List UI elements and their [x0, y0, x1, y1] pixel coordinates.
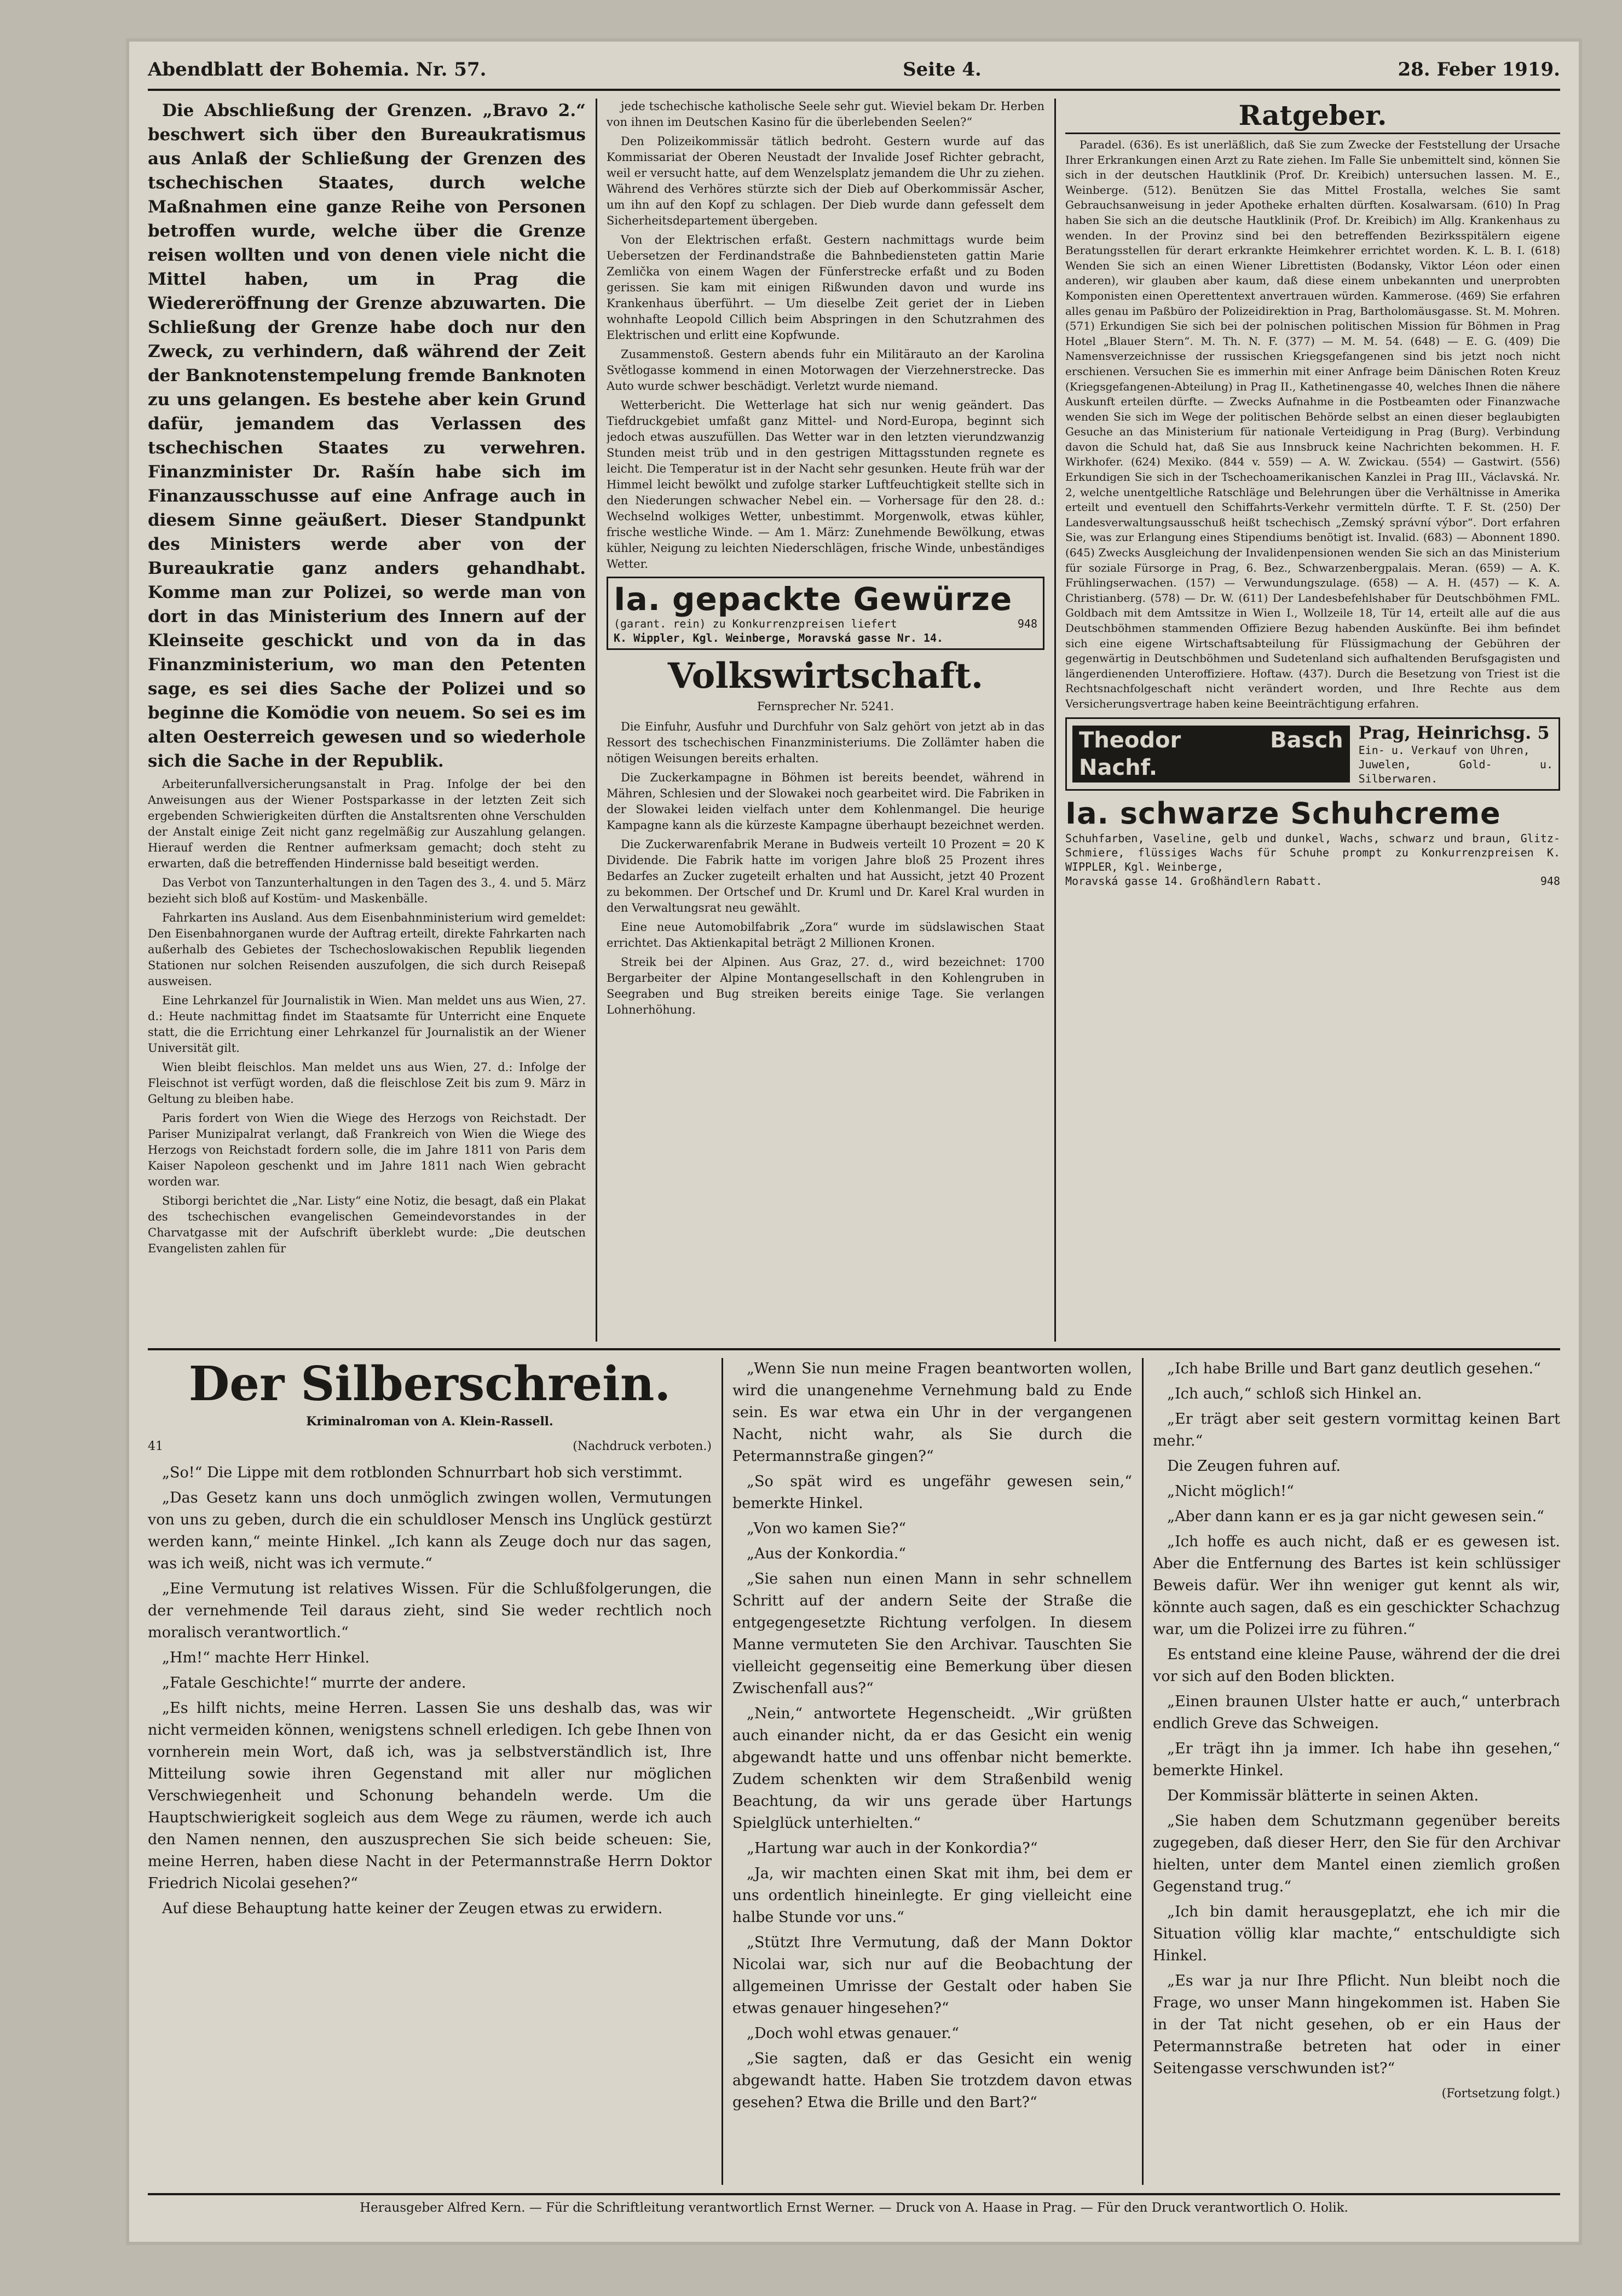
watch-ad-address: Prag, Heinrichsg. 5: [1358, 722, 1550, 743]
novel-paragraph: „Sie haben dem Schutzmann gegenüber bereits zugegeben, daß dieser Herr, den Sie für den Archivar hielten, unter dem Mantel einen ziemlich großen Gegenstand trug.“: [1153, 1812, 1560, 1895]
shoe-cream-advertisement: [1065, 796, 1560, 888]
economy-section-title: Volkswirtschaft.: [667, 655, 984, 697]
novel-paragraph: „Fatale Geschichte!“ murrte der andere.: [162, 1674, 466, 1691]
novel-paragraph: „Ich auch,“ schloß sich Hinkel an.: [1167, 1385, 1422, 1402]
novel-paragraph: „Stützt Ihre Vermutung, daß der Mann Doktor Nicolai war, sich nur auf die Beobachtung der allgemeinen Umrisse der Gestalt oder haben Sie etwas genauer hingesehen?“: [732, 1934, 1132, 2017]
spice-ad-code: 948: [1017, 617, 1037, 630]
novel-column-3: [1153, 1358, 1560, 2185]
watch-ad-line2: Juwelen, Gold- u. Silberwaren.: [1358, 757, 1553, 785]
novel-paragraph: „Von wo kamen Sie?“: [747, 1520, 907, 1537]
article-insurance: Arbeiterunfallversicherungsanstalt in Prag. Infolge der bei den Anweisungen aus der Wiener Postsparkasse in der letzten Zeit sich ergebenden Schwierigkeiten dürften die Anstaltsrenten ohne Verschulden der Anstalt einige Zeit nicht ganz regelmäßig zur Auszahlung gelangen. Hierauf werden die Rentner aufmerksam gemacht; doch steht zu erwarten, daß die betreffenden Hindernisse bald beseitigt werden.: [148, 778, 586, 870]
shoe-cream-ad-line1: Schuhfarben, Vaseline, gelb und dunkel, Wachs, schwarz und braun, Glitz-Schmiere, flüssiges Wachs für Schuhe prompt zu Konkurrenzpreisen K. WIPPLER, Kgl. Weinberge,: [1065, 831, 1560, 873]
spice-ad-title: Ia. gepackte Gewürze: [614, 580, 1013, 618]
novel-reprint-notice: (Nachdruck verboten.): [573, 1440, 712, 1453]
novel-divider-2: [1142, 1358, 1144, 2185]
novel-column-2: [732, 1358, 1132, 2185]
advice-column: [1065, 99, 1560, 1342]
novel-paragraph: „Aus der Konkordia.“: [747, 1545, 907, 1562]
novel-divider-1: [721, 1358, 723, 2185]
advice-section-title: Ratgeber.: [1065, 99, 1560, 134]
novel-paragraph: „Das Gesetz kann uns doch unmöglich zwingen wollen, Vermutungen von uns zu geben, durch die ein schuldloser Mensch ins Unglück gestürzt werden kann,“ meinte Hinkel. „Ich kann als Zeuge doch nur das sagen, was ich weiß, nicht was ich vermute.“: [148, 1489, 712, 1572]
article-journalism: Eine Lehrkanzel für Journalistik in Wien. Man meldet uns aus Wien, 27. d.: Heute nachmittag findet im Staatsamte für Unterricht eine Enquete statt, die die Errichtung einer Lehrkanzel für Journalistik an der Wiener Universität gilt.: [148, 994, 586, 1055]
novel-continued-notice: (Fortsetzung folgt.): [1441, 2087, 1560, 2101]
article-meatless: Wien bleibt fleischlos. Man meldet uns aus Wien, 27. d.: Infolge der Fleischnot ist verfügt worden, daß die fleischlose Zeit bis zum 9. März in Geltung zu bleiben habe.: [148, 1061, 586, 1106]
novel-installment: 41: [148, 1440, 163, 1453]
novel-paragraph: „So!“ Die Lippe mit dem rotblonden Schnurrbart hob sich verstimmt.: [162, 1464, 683, 1481]
novel-paragraph: „Wenn Sie nun meine Fragen beantworten wollen, wird die unangenehme Vernehmung bald zu Ende sein. Es war etwa ein Uhr in der vergangenen Nacht, nicht wahr, als Sie durch die Petermannstraße gingen?“: [732, 1360, 1132, 1465]
article-continued: jede tschechische katholische Seele sehr gut. Wieviel bekam Dr. Herben von ihnen im Deutschen Kasino für die überlebenden Seelen?“: [607, 100, 1044, 129]
watch-ad-name: Theodor Basch Nachf.: [1072, 726, 1350, 782]
novel-paragraph: „Doch wohl etwas genauer.“: [747, 2025, 959, 2042]
watch-ad-line1: Ein- u. Verkauf von Uhren,: [1358, 743, 1530, 757]
spice-ad-line2: K. Wippler, Kgl. Weinberge, Moravská gasse Nr. 14.: [614, 631, 944, 645]
shoe-cream-ad-title: Ia. schwarze Schuhcreme: [1065, 796, 1501, 831]
novel-paragraph: „Einen braunen Ulster hatte er auch,“ unterbrach endlich Greve das Schweigen.: [1153, 1693, 1560, 1732]
novel-column-1: [148, 1358, 712, 2185]
novel-paragraph: „Hartung war auch in der Konkordia?“: [747, 1840, 1038, 1857]
advice-answers: Paradel. (636). Es ist unerläßlich, daß Sie zum Zwecke der Feststellung der Ursache Ihrer Erkrankungen einen Arzt zu Rate ziehen. Im Falle Sie unbemittelt sind, können Sie sich in der deutschen Hautklinik (Prof. Dr. Kreibich) untersuchen lassen. M. E., Weinberge. (512). Benützen Sie das Mittel Frostalla, welches Sie samt Gebrauchsanweisung in jeder Apotheke erhalten dürften. Kosalwarsam. (610) In Prag haben Sie sich an die deutsche Hautklinik (Prof. Dr. Kreibich) im Allg. Krankenhaus zu wenden. In der Provinz sind bei den betreffenden Bezirksspitälern eigene Beratungsstellen für derart erkrankte Heimkehrer errichtet worden. K. L. B. I. (618) Wenden Sie sich an einen Wiener Librettisten (Bodansky, Viktor Léon oder einen anderen), wir glauben aber kaum, daß diese einem unbekannten und unerprobten Komponisten einen Operettentext anvertrauen würden. Kammerose. (469) Sie erfahren alles genau im Paßbüro der Polizeidirektion in Prag, Bartholomäusgasse. St. M. Mohren. (571) Erkundigen Sie sich bei der polnischen politischen Mission für Böhmen in Prag Hotel „Blauer Stern“. M. Th. N. F. (377) — M. M. 54. (648) — E. G. (409) Die Namensverzeichnisse der russischen Kriegsgefangenen sind bis jetzt noch nicht erschienen. Versuchen Sie es immerhin mit einer Anfrage beim Dänischen Roten Kreuz (Kriegsgefangenen-Abteilung) in Prag II., Kathetinengasse 40, welches Ihnen die nähere Auskunft erteilen dürfte. — Zwecks Aufnahme in die Postbeamten oder Finanzwache wenden Sie sich im Wege der politischen Behörde selbst an einen dieser beglaubigten Gesuche an das Ministerium für nationale Verteidigung in Prag (Burg). Verbindung davon die Schuld hat, daß Sie aus Innsbruck keine Nachrichten bekommen. H. F. Wirkhofer. (624) Mexiko. (844 v. 559) — A. W. Zwickau. (554) — Gastwirt. (556) Erkundigen Sie sich in der Tschechoamerikanischen Kanzlei in Prag III., Václavská. Nr. 2, welche unentgeltliche Ratschläge und Belehrungen über die Verhältnisse in Amerika erteilt und eventuell den Schiffahrts-Verkehr vermitteln dürfte. T. F. St. (250) Der Landesverwaltungsausschuß heißt tschechisch „Zemský správní výbor“. Dort erfahren Sie, was zur Erlangung eines Stipendiums benötigt ist. Invalid. (683) — Abonnent 1890. (645) Zwecks Ausgleichung der Invalidenpensionen wenden Sie sich an das Ministerium für soziale Fürsorge in Prag, 6. Bez., Schwarzenbergpalais. Meran. (659) — A. K. Frühlingserwachen. (157) — Verwundungszulage. (658) — A. H. (457) — K. A. Christianberg. (578) — Dr. W. (611) Der Landesbefehlshaber für Deutschböhmen FML. Goldbach mit dem Amtssitze in Wien I., Wollzeile 18, Tür 14, erteilt alle auf die aus Deutschböhmen stammenden Offiziere Bezug habenden Auskünfte. Bei ihm befindet sich eine eigene Wirtschaftsabteilung für Flüssigmachung der Gebühren der gegenwärtig in Deutschböhmen und Sudetenland sich aufhaltenden Berufsgagisten und längerdienenden Unteroffiziere. Hoftaw. (437). Durch die Besetzung von Triest ist die Rechtsnachfolgeschaft nicht verändert worden, und Ihre Rechte aus dem Versicherungsvertrage haben keine Beeinträchtigung erfahren.: [1065, 138, 1560, 710]
spice-ad-line1: (garant. rein) zu Konkurrenzpreisen liefert: [614, 617, 897, 630]
novel-subtitle: Kriminalroman von A. Klein-Rassell.: [306, 1414, 553, 1429]
news-column-1: [148, 99, 586, 1342]
article-automobile: Eine neue Automobilfabrik „Zora“ wurde im südslawischen Staat errichtet. Das Aktienkapital beträgt 2 Millionen Kronen.: [607, 920, 1044, 950]
header-date: 28. Feber 1919.: [1398, 59, 1560, 80]
economy-section-phone: Fernsprecher Nr. 5241.: [757, 700, 894, 713]
novel-paragraph: „Nicht möglich!“: [1167, 1483, 1294, 1500]
column-divider-2: [1054, 99, 1056, 1342]
novel-paragraph: „Sie sahen nun einen Mann in sehr schnellem Schritt auf der andern Seite der Straße die entgegengesetzte Richtung verfolgen. In diesem Manne vermuteten Sie den Archivar. Tauschten Sie vielleicht gegenseitig eine Bemerkung über diesen Zwischenfall aus?“: [732, 1570, 1132, 1697]
novel-paragraph: „Ja, wir machten einen Skat mit ihm, bei dem er uns ordentlich hineinlegte. Er ging vielleicht eine halbe Stunde vor uns.“: [732, 1865, 1132, 1926]
novel-paragraph: „Ich habe Brille und Bart ganz deutlich gesehen.“: [1167, 1360, 1541, 1377]
article-tickets: Fahrkarten ins Ausland. Aus dem Eisenbahnministerium wird gemeldet: Den Eisenbahnorganen wurde der Auftrag erteilt, direkte Fahrkarten nach außerhalb des Gebietes der Tschechoslowakischen Republik liegenden Stationen nur solchen Reisenden auszufolgen, die sich durch Reisepaß ausweisen.: [148, 911, 586, 988]
novel-paragraph: „Hm!“ machte Herr Hinkel.: [162, 1649, 370, 1666]
novel-paragraph: „Es war ja nur Ihre Pflicht. Nun bleibt noch die Frage, wo unser Mann hingekommen ist. Haben Sie in der Tat nicht gesehen, ob er ein Haus der Petermannstraße betreten hat oder in einer Seitengasse verschwunden ist?“: [1153, 1972, 1560, 2077]
novel-paragraph: Der Kommissär blätterte in seinen Akten.: [1167, 1787, 1479, 1804]
article-strike: Streik bei der Alpinen. Aus Graz, 27. d., wird bezeichnet: 1700 Bergarbeiter der Alpine Montangesellschaft in den Kohlengruben in Seegraben und Bug streiken bereits einige Tage. Sie verlangen Lohnerhöhung.: [607, 956, 1044, 1016]
article-tram: Von der Elektrischen erfaßt. Gestern nachmittags wurde beim Uebersetzen der Ferdinandstraße die Bahnbediensteten gattin Marie Zemlička von einem Wagen der Fünferstrecke erfaßt und zu Boden gerissen. Sie kam mit einigen Rißwunden davon und wurde ins Krankenhaus überführt. — Um dieselbe Zeit geriet der in Lieben wohnhafte Leopold Cillich beim Abspringen in den Schutzrahmen des Elektrischen und erlitt eine Kopfwunde.: [607, 233, 1044, 342]
header-issue: Abendblatt der Bohemia. Nr. 57.: [148, 59, 487, 80]
article-cradle: Paris fordert von Wien die Wiege des Herzogs von Reichstadt. Der Pariser Munizipalrat verlangt, daß Frankreich von Wien die Wiege des Herzogs von Reichstadt fordern solle, die im Jahre 1811 von Paris dem Kaiser Napoleon geschenkt und im Jahre 1811 nach Wien gebracht worden war.: [148, 1112, 586, 1188]
newspaper-page: [126, 38, 1582, 2245]
novel-paragraph: „Aber dann kann er es ja gar nicht gewesen sein.“: [1167, 1508, 1544, 1525]
novel-paragraph: Es entstand eine kleine Pause, während der die drei vor sich auf den Boden blickten.: [1153, 1646, 1560, 1685]
novel-paragraph: Auf diese Behauptung hatte keiner der Zeugen etwas zu erwidern.: [162, 1900, 663, 1917]
shoe-cream-ad-line2: Moravská gasse 14. Großhändlern Rabatt.: [1065, 874, 1323, 888]
novel-paragraph: „So spät wird es ungefähr gewesen sein,“ bemerkte Hinkel.: [732, 1473, 1132, 1512]
novel-paragraph: „Es hilft nichts, meine Herren. Lassen Sie uns deshalb das, was wir nicht vermeiden können, wenigstens schnell erledigen. Ich gebe Ihnen von vornherein mein Wort, daß ich, was ja selbstverständlich ist, Ihre Mitteilung sowie ihren Gegenstand mit aller nur möglichen Verschwiegenheit und Schonung behandeln werde. Um die Hauptschwierigkeit sogleich aus dem Wege zu räumen, werde ich auch den Namen nennen, den auszusprechen Sie sich beide scheuen: Sie, meine Herren, haben diese Nacht in der Petermannstraße Herrn Doktor Friedrich Nicolai gesehen?“: [148, 1700, 712, 1892]
spice-advertisement: [607, 577, 1044, 650]
novel-paragraph: Die Zeugen fuhren auf.: [1167, 1458, 1341, 1475]
novel-paragraph: „Ich hoffe es auch nicht, daß er es gewesen ist. Aber die Entfernung des Bartes ist kein schlüssiger Beweis dafür. Wer ihn weniger gut kennt als wir, könnte auch sagen, daß es ein geschickter Schachzug war, um die Polizei irre zu führen.“: [1153, 1533, 1560, 1638]
watch-advertisement: [1065, 717, 1560, 791]
page-footer-imprint: Herausgeber Alfred Kern. — Für die Schriftleitung verantwortlich Ernst Werner. — Druck von A. Haase in Prag. — Für den Druck verantwortlich O. Holik.: [148, 2193, 1560, 2223]
column-divider-1: [596, 99, 597, 1342]
header-page-number: Seite 4.: [903, 59, 982, 80]
article-sugar-factory: Die Zuckerwarenfabrik Merane in Budweis verteilt 10 Prozent = 20 K Dividende. Die Fabrik hatte im vorigen Jahre bloß 25 Prozent ihres Bedarfes an Zucker zugeteilt erhalten und hat Aussicht, jetzt 40 Prozent zu bekommen. Der Ortschef und Dr. Kruml und Dr. Karel Kral wurden in den Verwaltungsrat neu gewählt.: [607, 838, 1044, 914]
article-weather: Wetterbericht. Die Wetterlage hat sich nur wenig geändert. Das Tiefdruckgebiet umfaßt ganz Mittel- und Nord-Europa, beginnt sich jedoch etwas auszufüllen. Das Wetter war in den letzten vierundzwanzig Stunden meist trüb und in den gestrigen Mittagsstunden regnete es leicht. Die Temperatur ist in der Nacht sehr gesunken. Heute früh war der Himmel leicht bewölkt und zufolge starker Luftfeuchtigkeit stellte sich in den Niederungen schwacher Nebel ein. — Vorhersage für den 28. d.: Wechselnd wolkiges Wetter, unbestimmt. Morgenwolk, etwas kühler, frische westliche Winde. — Am 1. März: Zunehmende Bewölkung, etwas kühler, Neigung zu leichten Niederschlägen, frische Winde, unbeständiges Wetter.: [607, 399, 1044, 571]
article-border-closing: Die Abschließung der Grenzen. „Bravo 2.“ beschwert sich über den Bureaukratismus aus Anlaß der Schließung der Grenzen des tschechischen Staates, durch welche Maßnahmen eine ganze Reihe von Personen betroffen wurde, welche über die Grenze reisen wollten und von denen viele nicht die Mittel haben, um in Prag die Wiedereröffnung der Grenze abzuwarten. Die Schließung der Grenze habe doch nur den Zweck, zu verhindern, daß während der Zeit der Banknotenstempelung fremde Banknoten zu uns gelangen. Es bestehe aber kein Grund dafür, jemandem das Verlassen des tschechischen Staates zu verwehren. Finanzminister Dr. Rašín habe sich im Finanzausschusse auf eine Anfrage auch in diesem Sinne geäußert. Dieser Standpunkt des Ministers werde aber von der Bureaukratie ganz anders gehandhabt. Komme man zur Polizei, so werde man von dort in das Ministerium des Innern auf der Kleinseite geschickt und von da in das Finanzministerium, wo man den Petenten sage, es sei dies Sache der Polizei und so beginne die Komödie von neuem. So sei es im alten Oesterreich gewesen und so wiederhole sich die Sache in der Republik.: [148, 101, 586, 771]
page-header: [148, 50, 1560, 91]
novel-paragraph: „Er trägt aber seit gestern vormittag keinen Bart mehr.“: [1153, 1411, 1560, 1449]
feuilleton-divider: [148, 1348, 1560, 1350]
novel-paragraph: „Ich bin damit herausgeplatzt, ehe ich mir die Situation völlig klar machte,“ entschuldigte sich Hinkel.: [1153, 1903, 1560, 1964]
news-column-2: [607, 99, 1044, 1342]
novel-paragraph: „Eine Vermutung ist relatives Wissen. Für die Schlußfolgerungen, die der vernehmende Teil daraus zieht, sind Sie weder rechtlich noch moralisch verantwortlich.“: [148, 1580, 712, 1641]
article-sugar-campaign: Die Zuckerkampagne in Böhmen ist bereits beendet, während in Mähren, Schlesien und der Slowakei noch gearbeitet wird. Die Fabriken in der Slowakei leiden vielfach unter dem Kohlenmangel. Die heurige Kampagne kann als die kürzeste Kampagne überhaupt bezeichnet werden.: [607, 771, 1044, 832]
novel-paragraph: „Sie sagten, daß er das Gesicht ein wenig abgewandt hatte. Haben Sie trotzdem davon etwas gesehen? Etwa die Brille und den Bart?“: [732, 2050, 1132, 2111]
article-collision: Zusammenstoß. Gestern abends fuhr ein Militärauto an der Karolina Světlogasse kommend in einen Motorwagen der Vierzehnerstrecke. Das Auto wurde schwer beschädigt. Verletzt wurde niemand.: [607, 348, 1044, 393]
novel-paragraph: „Nein,“ antwortete Hegenscheidt. „Wir grüßten auch einander nicht, da er das Gesicht ein wenig abgewandt hatte und uns offenbar nicht bemerkte. Zudem schenkten wir dem Straßenbild wenig Beachtung, da wir uns gerade über Hartungs Spielglück unterhielten.“: [732, 1705, 1132, 1832]
shoe-cream-ad-code: 948: [1540, 874, 1560, 888]
novel-paragraph: „Er trägt ihn ja immer. Ich habe ihn gesehen,“ bemerkte Hinkel.: [1153, 1740, 1560, 1779]
article-police: Den Polizeikommissär tätlich bedroht. Gestern wurde auf das Kommissariat der Oberen Neustadt der Invalide Josef Richter gebracht, weil er versucht hatte, auf dem Wenzelsplatz jemandem die Uhr zu ziehen. Während des Verhöres stürzte sich der Dieb auf Oberkommissär Ascher, um ihn auf den Kopf zu schlagen. Der Dieb wurde dann gefesselt dem Sicherheitsdepartement übergeben.: [607, 135, 1044, 227]
novel-title: Der Silberschrein.: [188, 1358, 671, 1412]
article-poster: Stiborgi berichtet die „Nar. Listy“ eine Notiz, die besagt, daß ein Plakat des tschechischen evangelischen Gemeindevorstandes in der Charvatgasse mit der Aufschrift überklebt wurde: „Die deutschen Evangelisten zahlen für: [148, 1194, 586, 1255]
article-dance-ban: Das Verbot von Tanzunterhaltungen in den Tagen des 3., 4. und 5. März bezieht sich bloß auf Kostüm- und Maskenbälle.: [148, 876, 586, 905]
article-salt: Die Einfuhr, Ausfuhr und Durchfuhr von Salz gehört von jetzt ab in das Ressort des tschechischen Finanzministeriums. Die Zollämter haben die nötigen Weisungen bereits erhalten.: [607, 720, 1044, 765]
